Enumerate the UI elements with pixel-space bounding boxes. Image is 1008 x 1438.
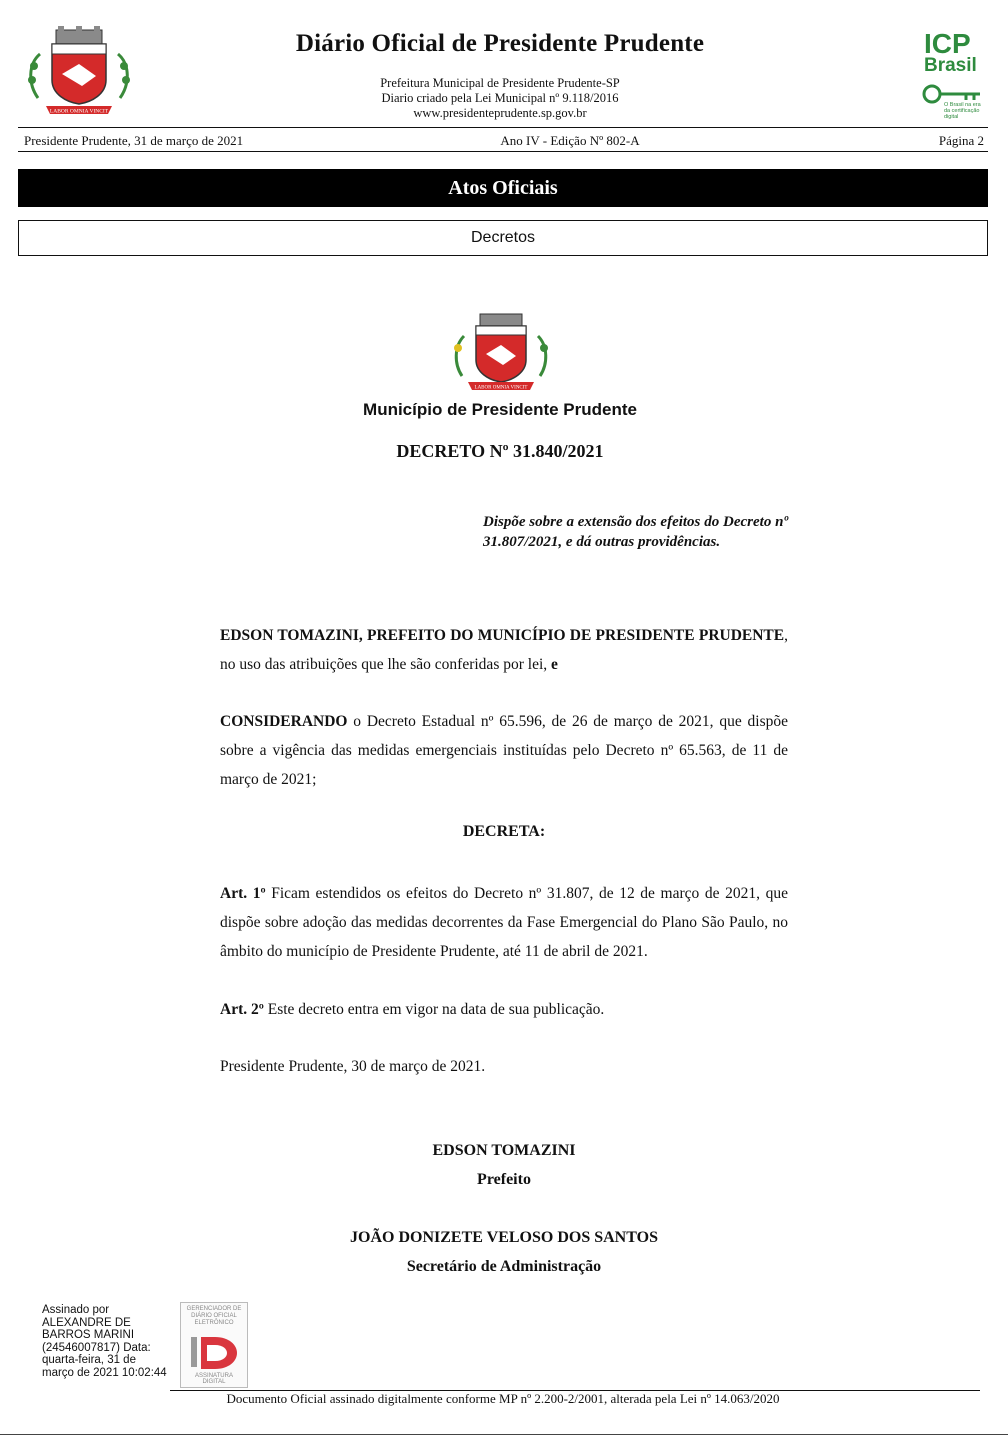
id-signature-icon [187, 1333, 241, 1373]
publication-date: Presidente Prudente, 31 de março de 2021 [24, 133, 244, 148]
intro-end: e [551, 656, 558, 673]
signatory-2-role: Secretário de Administração [406, 1258, 602, 1275]
icp-tagline: O Brasil na era da certificação digital [944, 102, 981, 120]
article-1-label: Art. 1º [220, 885, 266, 902]
article-2-text: Este decreto entra em vigor na data de sua publicação. [263, 1001, 605, 1018]
municipal-crest-logo-small [448, 308, 554, 396]
municipal-crest-logo [22, 24, 136, 120]
considerando-label: CONSIDERANDO [220, 713, 348, 730]
considerando-paragraph [220, 707, 788, 794]
page-bottom-edge [0, 1434, 1008, 1435]
article-2 [220, 995, 788, 1024]
article-1 [220, 879, 788, 966]
header-rule-top [18, 127, 988, 128]
icp-brasil-logo [916, 30, 988, 122]
header-rule-bottom [18, 151, 988, 152]
subsection-title: Decretos [18, 220, 988, 256]
signatory-2-name: JOÃO DONIZETE VELOSO DOS SANTOS [350, 1229, 658, 1246]
edition-number: Ano IV - Edição Nº 802-A [500, 133, 640, 148]
website-link[interactable]: www.presidenteprudente.sp.gov.br [413, 106, 587, 120]
signatory-1-role: Prefeito [477, 1171, 531, 1188]
intro-text: , no uso das atribuições que lhe são conferidas por lei, [220, 627, 788, 673]
svg-text:LABOR OMNIA VINCIT: LABOR OMNIA VINCIT [49, 108, 109, 115]
icp-logo-line1: ICP [924, 28, 971, 59]
subtitle-line-2: Diario criado pela Lei Municipal nº 9.118/2016 [381, 91, 619, 105]
decree-summary: Dispõe sobre a extensão dos efeitos do Decreto nº 31.807/2021, e dá outras providências. [483, 514, 788, 550]
intro-paragraph [220, 621, 788, 679]
section-title: Atos Oficiais [18, 169, 988, 207]
digital-signature-info: Assinado por ALEXANDRE DE BARROS MARINI (24546007817) Data: quarta-feira, 31 de março de 2021 10:02:44 [42, 1304, 167, 1379]
considerando-text: o Decreto Estadual nº 65.596, de 26 de março de 2021, que dispõe sobre a vigência das medidas emergenciais instituídas pelo Decreto nº 65.563, de 11 de março de 2021; [220, 713, 788, 788]
digital-signature-stamp [180, 1302, 248, 1388]
article-1-text: Ficam estendidos os efeitos do Decreto nº 31.807, de 12 de março de 2021, que dispõe sobre adoção das medidas decorrentes da Fase Emergencial do Plano São Paulo, no âmbito do município de Presidente Prudente, até 11 de abril de 2021. [220, 885, 788, 960]
place-and-date: Presidente Prudente, 30 de março de 2021. [220, 1058, 486, 1075]
decreta-heading: DECRETA: [462, 823, 546, 840]
subtitle-line-1: Prefeitura Municipal de Presidente Prudente-SP [380, 76, 620, 90]
page-number: Página 2 [938, 133, 984, 148]
stamp-footer-text: ASSINATURA DIGITAL [195, 1373, 233, 1385]
journal-subtitle [300, 76, 700, 121]
journal-title: Diário Oficial de Presidente Prudente [295, 30, 705, 57]
decree-title: DECRETO Nº 31.840/2021 [396, 441, 604, 461]
stamp-header-text: GERENCIADOR DE DIÁRIO OFICIAL ELETRÔNICO [186, 1306, 242, 1326]
intro-bold: EDSON TOMAZINI, PREFEITO DO MUNICÍPIO DE PRESIDENTE PRUDENTE [220, 627, 785, 644]
svg-text:LABOR OMNIA VINCIT: LABOR OMNIA VINCIT [474, 385, 528, 391]
icp-logo-line2: Brasil [924, 55, 977, 76]
footer-legal-note: Documento Oficial assinado digitalmente conforme MP nº 2.200-2/2001, alterada pela Lei nº 14.063/2020 [226, 1391, 780, 1406]
article-2-label: Art. 2º [220, 1001, 264, 1018]
signatory-1-name: EDSON TOMAZINI [432, 1142, 576, 1159]
municipality-name: Município de Presidente Prudente [363, 400, 637, 419]
